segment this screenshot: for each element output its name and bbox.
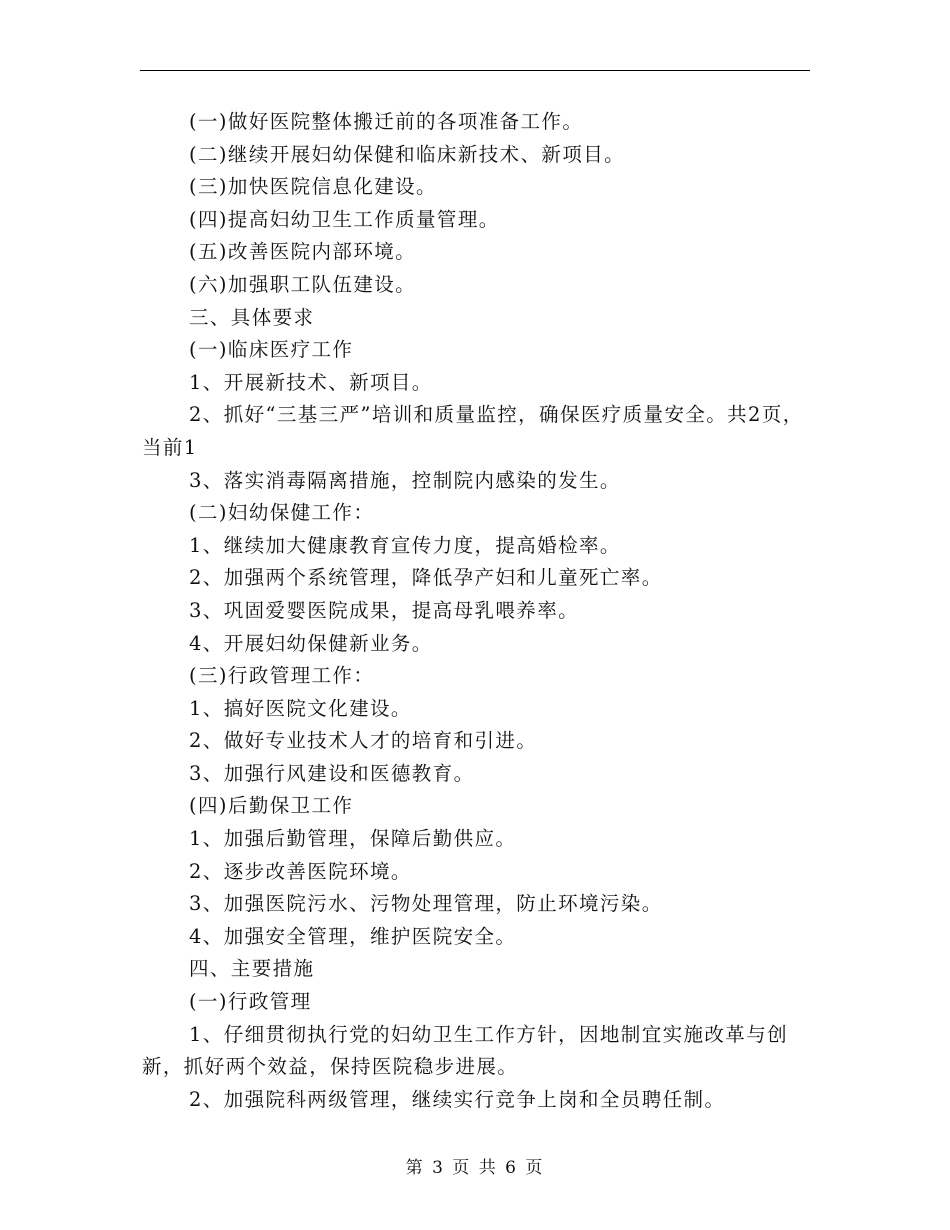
subsection-heading: (二)妇幼保健工作：	[189, 501, 375, 525]
paragraph: 1、加强后勤管理，保障后勤供应。	[189, 827, 517, 851]
subsection-heading: (三)行政管理工作：	[189, 664, 375, 688]
document-body	[142, 106, 810, 1116]
paragraph: 2、加强两个系统管理，降低孕产妇和儿童死亡率。	[189, 566, 663, 590]
section-heading: 三、具体要求	[189, 305, 315, 329]
subsection-heading: (四)后勤保卫工作	[189, 794, 354, 818]
paragraph: 3、加强行风建设和医德教育。	[189, 761, 475, 785]
paragraph: (四)提高妇幼卫生工作质量管理。	[189, 207, 500, 231]
paragraph: (六)加强职工队伍建设。	[189, 272, 417, 296]
page-number-label: 第 3 页 共 6 页	[405, 1158, 545, 1178]
paragraph: (二)继续开展妇幼保健和临床新技术、新项目。	[189, 142, 626, 166]
header-rule	[140, 70, 810, 71]
paragraph: (一)做好医院整体搬迁前的各项准备工作。	[189, 110, 584, 133]
paragraph: 2、抓好“三基三严”培训和质量监控，确保医疗质量安全。共2页，当前1	[142, 403, 804, 459]
paragraph: 4、加强安全管理，维护医院安全。	[189, 924, 517, 948]
paragraph: 2、加强院科两级管理，继续实行竞争上岗和全员聘任制。	[189, 1087, 726, 1111]
paragraph: 3、加强医院污水、污物处理管理，防止环境污染。	[189, 892, 663, 916]
paragraph: 3、落实消毒隔离措施，控制院内感染的发生。	[189, 468, 621, 492]
paragraph: 1、搞好医院文化建设。	[189, 696, 412, 720]
subsection-heading: (一)行政管理	[189, 990, 312, 1014]
paragraph: (三)加快医院信息化建设。	[189, 175, 437, 199]
page-footer	[0, 1153, 950, 1178]
paragraph: 3、巩固爱婴医院成果，提高母乳喂养率。	[189, 598, 580, 622]
subsection-heading: (一)临床医疗工作	[189, 338, 354, 362]
paragraph: 1、开展新技术、新项目。	[189, 370, 433, 394]
paragraph: 4、开展妇幼保健新业务。	[189, 631, 433, 655]
paragraph: 2、逐步改善医院环境。	[189, 859, 412, 883]
paragraph: 1、继续加大健康教育宣传力度，提高婚检率。	[189, 533, 621, 557]
paragraph: (五)改善医院内部环境。	[189, 240, 417, 264]
section-heading: 四、主要措施	[189, 957, 315, 981]
paragraph: 1、仔细贯彻执行党的妇幼卫生工作方针，因地制宜实施改革与创新，抓好两个效益，保持医院稳步进展。	[142, 1022, 789, 1079]
paragraph: 2、做好专业技术人才的培育和引进。	[189, 729, 538, 753]
